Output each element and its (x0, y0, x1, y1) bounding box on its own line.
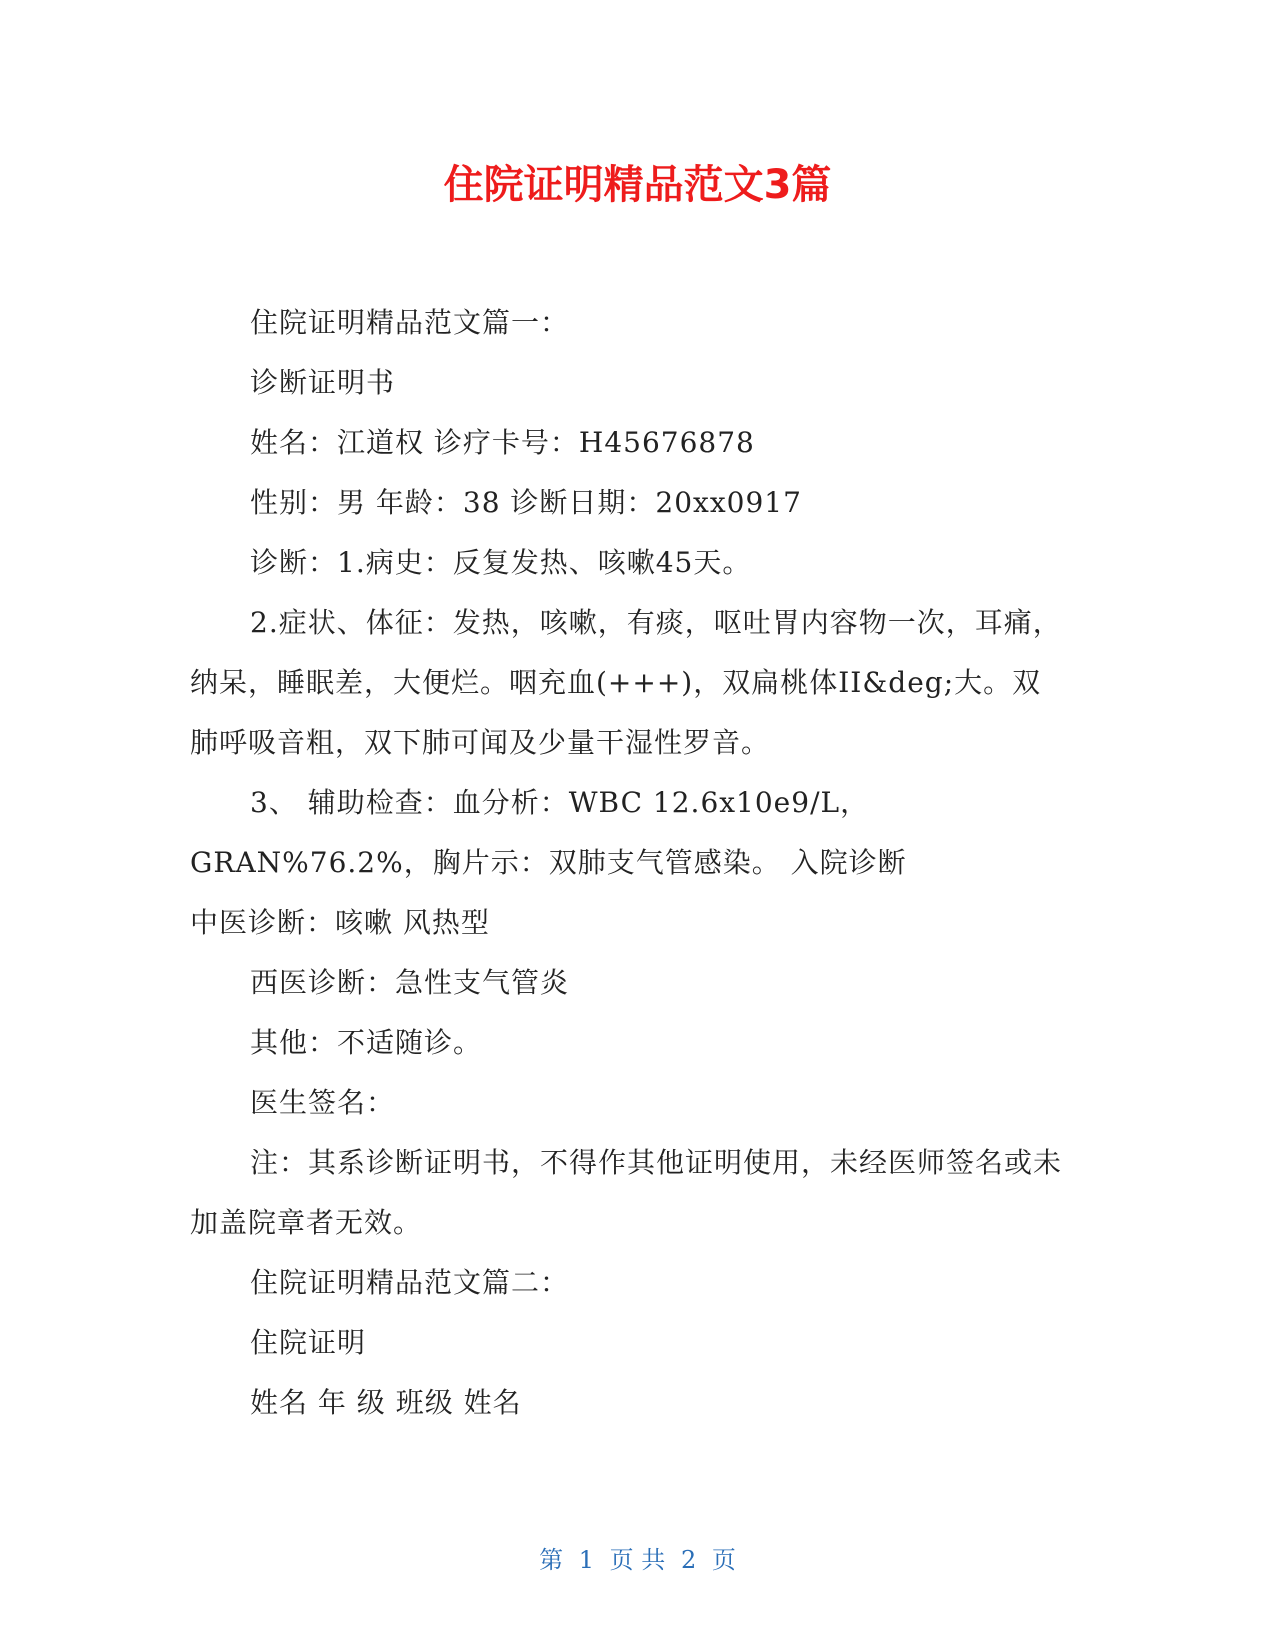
section-heading-2: 住院证明精品范文篇二： (250, 1266, 570, 1299)
exam-line: 3、 辅助检查：血分析：WBC 12.6x10e9/L， (250, 786, 870, 819)
section-heading-1: 住院证明精品范文篇一： (250, 306, 570, 339)
footer-suffix: 页 (711, 1546, 736, 1574)
footer-total-pages: 2 (680, 1546, 697, 1574)
exam-result-line: GRAN%76.2%，胸片示：双肺支气管感染。 入院诊断 (190, 846, 907, 879)
hospital-certificate-title: 住院证明 (250, 1326, 367, 1359)
doctor-signature-line: 医生签名： (250, 1086, 396, 1119)
certificate-title: 诊断证明书 (250, 366, 396, 399)
page-title: 住院证明精品范文3篇 (443, 162, 832, 208)
patient-name-line: 姓名：江道权 诊疗卡号：H45676878 (250, 426, 755, 459)
other-line: 其他：不适随诊。 (250, 1026, 483, 1059)
page-footer (0, 1545, 1275, 1575)
student-info-line: 姓名 年 级 班级 姓名 (250, 1386, 522, 1419)
note-paragraph: 注：其系诊断证明书，不得作其他证明使用，未经医师签名或未加盖院章者无效。 (190, 1146, 1063, 1239)
diagnosis-history-line: 诊断：1.病史：反复发热、咳嗽45天。 (250, 546, 752, 579)
symptoms-paragraph: 2.症状、体征：发热，咳嗽，有痰，呕吐胃内容物一次，耳痛，纳呆，睡眠差，大便烂。咽充血(+++)，双扁桃体II&deg;大。双肺呼吸音粗，双下肺可闻及少量干湿性罗音。 (190, 606, 1062, 759)
tcm-diagnosis-line: 中医诊断：咳嗽 风热型 (190, 906, 490, 939)
patient-info-line: 性别：男 年龄：38 诊断日期：20xx0917 (250, 486, 802, 519)
footer-current-page: 1 (578, 1546, 595, 1574)
document-body (190, 293, 1070, 1433)
footer-mid: 页 共 (609, 1546, 666, 1574)
western-diagnosis-line: 西医诊断：急性支气管炎 (250, 966, 570, 999)
footer-prefix: 第 (539, 1546, 564, 1574)
